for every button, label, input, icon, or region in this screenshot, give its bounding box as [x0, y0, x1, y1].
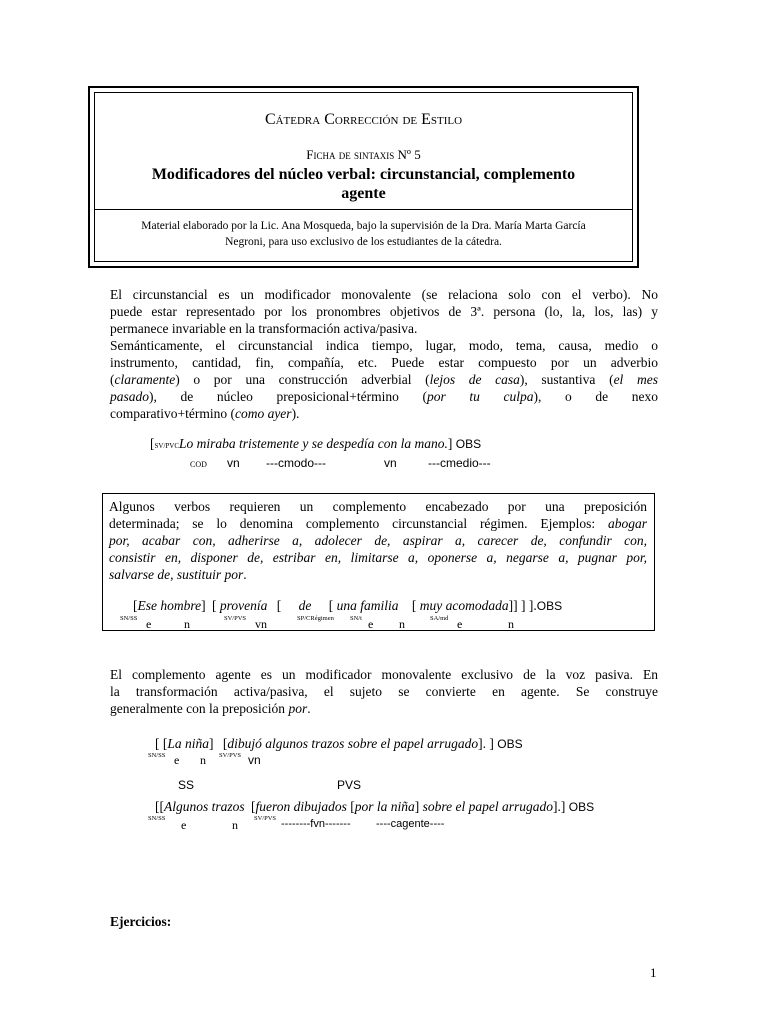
label-pvs: PVS: [337, 778, 362, 792]
example-text: Algunos trazos: [164, 799, 245, 814]
example-text: dibujó algunos trazos sobre el papel arrugado: [227, 736, 479, 751]
bracket: [: [350, 799, 355, 814]
header-note-line2: Negroni, para uso exclusivo de los estudiantes de la cátedra.: [225, 236, 502, 248]
paragraph-agente: [110, 666, 658, 717]
page-title: [95, 165, 632, 203]
page-number: 1: [650, 965, 657, 980]
example3-sentence: [155, 799, 594, 815]
label-cagente: ----cagente----: [376, 818, 445, 830]
label-e: e: [146, 617, 152, 631]
obs-label: OBS: [536, 599, 563, 613]
header-note-line1: Material elaborado por la Lic. Ana Mosqueda, bajo la supervisión de la Dra. María Marta García: [141, 220, 586, 232]
bracket: ].]: [553, 799, 566, 814]
syntax-tag: SV/PVS: [219, 752, 242, 759]
para1-line: Semánticamente, el circunstancial indica tiempo, lugar, modo, tema, causa, medio o: [110, 338, 658, 353]
bracket: [: [411, 598, 417, 613]
example-italic: como ayer: [234, 406, 292, 421]
syntax-tag: SN/SS: [148, 752, 166, 759]
para1-line: puede estar representado por los pronombres objetivos de 3ª. persona (lo, la, los, las) y: [110, 304, 658, 319]
para1-line: instrumento, cantidad, fin, compañía, etc. Puede estar compuesto por un adverbio: [110, 355, 658, 370]
syntax-tag: SN/t: [350, 615, 362, 622]
example-text: una familia: [336, 598, 399, 613]
example-italic: claramente: [114, 372, 176, 387]
label-n: n: [508, 617, 514, 631]
label-e: e: [174, 753, 180, 767]
example-text: Lo miraba tristemente y se despedía con la mano.: [179, 436, 448, 451]
paragraph-circunstancial: [110, 286, 658, 422]
para1-line: El circunstancial es un modificador monovalente (se relaciona solo con el verbo). No: [110, 287, 658, 302]
example-text: Ese hombre: [137, 598, 202, 613]
para2-line: la transformación activa/pasiva, el sujeto se convierte en agente. Se construye: [110, 684, 658, 699]
para2-line: El complemento agente es un modificador monovalente exclusivo de la voz pasiva. En: [110, 667, 658, 682]
header-inner-frame: [94, 92, 633, 262]
bracket: [: [276, 598, 282, 613]
obs-label: OBS: [568, 800, 595, 814]
text: ), sustantiva (: [519, 372, 614, 387]
syntax-tag: SA/md: [430, 615, 449, 622]
example-text: La niña: [167, 736, 210, 751]
example-italic: por: [288, 701, 308, 716]
label-vn: vn: [255, 617, 267, 631]
example2-sentence: [155, 736, 523, 752]
section-heading-ejercicios: Ejercicios:: [110, 914, 172, 929]
text: (: [110, 372, 115, 387]
bracket: ]: [414, 799, 420, 814]
syntax-tag: SV/PVS: [224, 615, 247, 622]
obs-label: OBS: [455, 437, 482, 451]
page-title-line1: Modificadores del núcleo verbal: circunstancial, complemento: [151, 166, 576, 183]
text: .: [307, 701, 311, 716]
bracket: ]: [201, 598, 206, 613]
bracket: ]] ] ].: [508, 598, 537, 613]
para1-line: [110, 388, 658, 405]
example-italic: por tu culpa: [426, 389, 534, 404]
label-e: e: [368, 617, 374, 631]
regimen-text: [109, 498, 647, 583]
text: generalmente con la preposición: [110, 701, 289, 716]
label-vn: vn: [227, 456, 240, 470]
label-n: n: [200, 753, 206, 767]
label-cmodo: ---cmodo---: [266, 456, 326, 470]
text: .: [243, 567, 247, 582]
bracket: [: [251, 799, 256, 814]
box-line: [109, 515, 647, 532]
syntax-tag: SN/SS: [148, 815, 166, 822]
box-line: por, acabar con, adherirse a, adolecer de, aspirar a, carecer de, confundir con,: [109, 533, 647, 548]
label-ss: SS: [178, 778, 195, 792]
text: ), o de nexo: [533, 389, 658, 404]
text: comparativo+término (: [110, 406, 235, 421]
bracket: ]: [209, 736, 214, 751]
bracket: [ [: [155, 736, 168, 751]
header-note: [95, 218, 632, 250]
header-divider: [95, 209, 632, 210]
regimen-box: [102, 493, 655, 631]
bracket: [: [222, 736, 228, 751]
example-text: de: [298, 598, 312, 613]
example-italic: salvarse de, sustituir por: [109, 567, 244, 582]
bracket: ]. ]: [478, 736, 494, 751]
worksheet-subtitle: Ficha de sintaxis Nº 5: [306, 147, 421, 162]
bracket: [: [212, 598, 217, 613]
label-vn: vn: [384, 456, 397, 470]
example1-sentence: [150, 436, 481, 452]
label-e: e: [457, 617, 463, 631]
label-vn: vn: [248, 753, 261, 767]
obs-label: OBS: [497, 737, 523, 751]
bracket: [: [328, 598, 334, 613]
page-title-line2: agente: [341, 185, 386, 202]
label-e: e: [181, 818, 187, 832]
example-text: muy acomodada: [419, 598, 509, 613]
bracket: ]: [447, 436, 453, 451]
para2-line: [110, 700, 658, 717]
label-fvn: --------fvn-------: [281, 818, 351, 830]
course-title: Cátedra Corrección de Estilo: [264, 111, 463, 128]
text: determinada; se lo denomina complemento circunstancial régimen. Ejemplos:: [109, 516, 608, 531]
example-italic: el mes: [613, 372, 658, 387]
label-n: n: [184, 617, 190, 631]
bracket: [: [133, 598, 138, 613]
syntax-tag: SV/PVC: [154, 442, 180, 450]
box-line: [109, 566, 647, 583]
header-box: [88, 86, 639, 268]
example-text: sobre el papel arrugado: [419, 799, 554, 814]
label-n: n: [232, 818, 238, 832]
example-text: fueron dibujados: [255, 799, 347, 814]
label-n: n: [399, 617, 405, 631]
syntax-tag: SV/PVS: [254, 815, 277, 822]
box-line: Algunos verbos requieren un complemento encabezado por una preposición: [109, 499, 647, 514]
example-text: por la niña: [354, 799, 415, 814]
text: ).: [291, 406, 300, 421]
label-cod: cod: [190, 456, 207, 470]
para1-line: permanece invariable en la transformación activa/pasiva.: [110, 321, 418, 336]
bracket: [: [150, 436, 155, 451]
example-italic: lejos de casa: [429, 372, 520, 387]
syntax-tag: SN/SS: [120, 615, 138, 622]
label-cmedio: ---cmedio---: [428, 456, 491, 470]
example-text: provenía: [219, 598, 268, 613]
text: ), de núcleo preposicional+término (: [149, 389, 427, 404]
regimen-example: [133, 598, 562, 614]
example-italic: pasado: [110, 389, 150, 404]
para1-line: [110, 371, 658, 388]
box-line: consistir en, disponer de, estribar en, limitarse a, oponerse a, negarse a, pugnar por,: [109, 550, 647, 565]
example-italic: abogar: [607, 516, 647, 531]
syntax-tag: SP/CRégimen: [297, 615, 334, 622]
bracket: [[: [155, 799, 164, 814]
text: ) o por una construcción adverbial (: [175, 372, 430, 387]
para1-line: [110, 405, 658, 422]
